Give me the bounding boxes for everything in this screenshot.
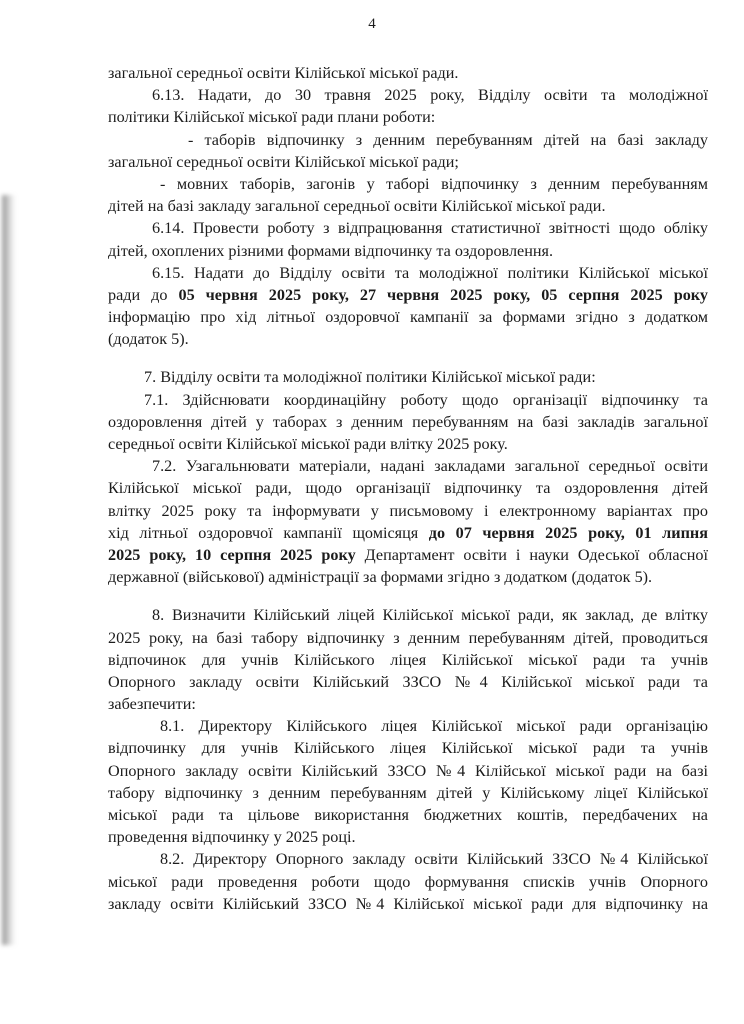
text-line: проведення відпочинку у 2025 році. [108,828,356,847]
document-body [108,62,708,915]
text-line: (додаток 5). [108,330,189,349]
text-line: 2025 року, 10 серпня 2025 року Департамент освіти і науки Одеської обласної [108,545,709,564]
text-line: 6.15. Надати до Відділу освіти та молодіжної політики Кілійської міської [152,263,708,282]
page-number: 4 [368,16,376,32]
text-line: міської ради проведення роботи щодо формування списків учнів Опорного [108,872,708,891]
text-line: дітей на базі закладу загальної середньої освіти Кілійської міської ради. [108,197,606,216]
text-line: - мовних таборів, загонів у таборі відпочинку з денним перебуванням [160,174,708,193]
text-line: Опорного закладу освіти Кілійський ЗЗСО №4 Кілійської міської ради та [108,672,708,691]
text-line: табору відпочинку з денним перебуванням дітей у Кілійському ліцеї Кілійської [108,783,708,802]
text-line: відпочинок для учнів Кілійського ліцея Кілійської міської ради та учнів [108,650,708,669]
text-line: дітей, охоплених різними формами відпочинку та оздоровлення. [108,241,554,260]
text-line: відпочинку для учнів Кілійського ліцея Кілійської міської ради та учнів [108,739,708,758]
text-line: 7.2. Узагальнювати матеріали, надані закладами загальної середньої освіти [152,457,708,476]
text-line: 6.13. Надати, до 30 травня 2025 року, Відділу освіти та молодіжної [152,86,708,105]
text-line: загальної середньої освіти Кілійської міської ради. [108,64,459,82]
text-line: 8. Визначити Кілійський ліцей Кілійської міської ради, як заклад, де влітку [152,606,708,625]
text-line: - таборів відпочинку з денним перебуванням дітей на базі закладу [188,130,708,149]
text-line: забезпечити: [108,695,196,714]
text-line: державної (військової) адміністрації за формами згідно з додатком (додаток 5). [108,568,653,587]
text-line: Кілійської міської ради, щодо організації відпочинку та оздоровлення дітей [108,479,708,498]
text-line: закладу освіти Кілійський ЗЗСО №4 Кілійської міської ради для відпочинку на [108,894,708,913]
text-line: 7.1. Здійснювати координаційну роботу щодо організації відпочинку та [144,390,708,409]
text-line: міської ради та цільове використання бюджетних коштів, передбачених на [108,806,708,824]
text-line: 8.2. Директору Опорного закладу освіти Кілійський ЗЗСО №4 Кілійської [160,850,708,869]
paragraph-gap [108,350,708,366]
text-line: 6.14. Провести роботу з відпрацювання статистичної звітності щодо обліку [152,219,708,238]
text-line: 2025 року, на базі табору відпочинку з денним перебуванням дітей, проводиться [108,628,708,647]
text-line: ради до 05 червня 2025 року, 27 червня 2025 року, 05 серпня 2025 року [108,285,708,304]
text-line: влітку 2025 року та інформувати у письмовому і електронному варіантах про [108,501,708,520]
scan-shadow [2,195,16,945]
paragraph-gap [108,588,708,604]
text-line: оздоровлення дітей у таборах з денним перебуванням на базі закладів загальної [108,412,708,431]
text-line: політики Кілійської міської ради плани роботи: [108,108,436,127]
text-line: загальної середньої освіти Кілійської міської ради; [108,152,459,171]
text-line: 8.1. Директору Кілійського ліцея Кілійської міської ради організацію [160,717,708,736]
text-line: інформацію про хід літньої оздоровчої кампанії за формами згідно з додатком [108,308,708,327]
text-line: 7. Відділу освіти та молодіжної політики Кілійської міської ради: [144,368,596,387]
text-line: Опорного закладу освіти Кілійський ЗЗСО №4 Кілійської міської ради на базі [108,761,708,780]
text-line: хід літньої оздоровчої кампанії щомісяця до 07 червня 2025 року, 01 липня [108,523,708,542]
text-line: середньої освіти Кілійської міської ради влітку 2025 року. [108,435,508,453]
